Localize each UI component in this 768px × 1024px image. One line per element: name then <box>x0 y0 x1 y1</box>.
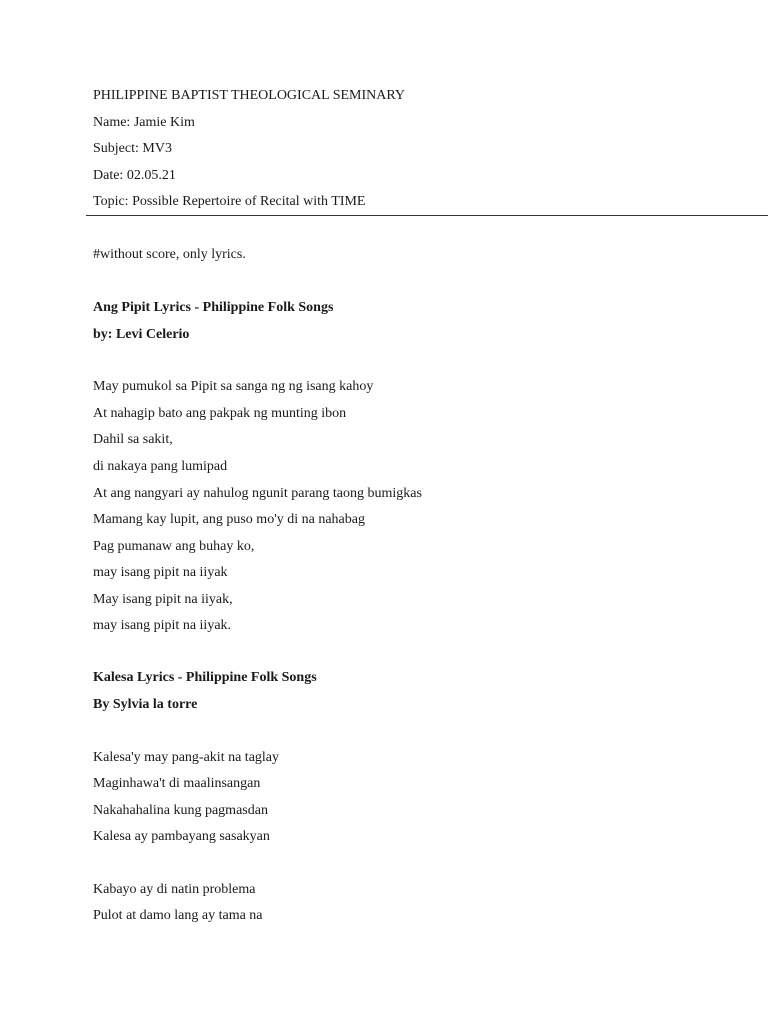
lyric-line: may isang pipit na iiyak <box>93 565 228 580</box>
lyric-line: di nakaya pang lumipad <box>93 459 228 474</box>
name-field: Name: Jamie Kim <box>93 115 195 130</box>
lyrics-note: #without score, only lyrics. <box>93 247 246 262</box>
topic-field: Topic: Possible Repertoire of Recital with TIME <box>93 194 366 209</box>
lyric-line: At nahagip bato ang pakpak ng munting ibon <box>93 406 347 421</box>
lyric-line: Kalesa ay pambayang sasakyan <box>93 829 270 844</box>
song-author: By Sylvia la torre <box>93 697 198 712</box>
song-title: Kalesa Lyrics - Philippine Folk Songs <box>93 670 317 685</box>
lyric-line: Dahil sa sakit, <box>93 432 173 447</box>
header-divider <box>86 215 768 216</box>
lyric-line: Nakahahalina kung pagmasdan <box>93 803 268 818</box>
lyric-line: Mamang kay lupit, ang puso mo'y di na nahabag <box>93 512 365 527</box>
lyric-line: Kalesa'y may pang-akit na taglay <box>93 750 280 765</box>
lyric-line: may isang pipit na iiyak. <box>93 618 232 633</box>
institution-heading: PHILIPPINE BAPTIST THEOLOGICAL SEMINARY <box>93 88 406 103</box>
lyric-line: At ang nangyari ay nahulog ngunit parang taong bumigkas <box>93 486 422 501</box>
lyric-line: Maginhawa't di maalinsangan <box>93 776 261 791</box>
subject-field: Subject: MV3 <box>93 141 172 156</box>
lyric-line: May pumukol sa Pipit sa sanga ng ng isang kahoy <box>93 379 374 394</box>
song-author: by: Levi Celerio <box>93 327 190 342</box>
date-field: Date: 02.05.21 <box>93 168 176 183</box>
lyric-line: May isang pipit na iiyak, <box>93 592 233 607</box>
lyric-line: Pag pumanaw ang buhay ko, <box>93 539 255 554</box>
song-title: Ang Pipit Lyrics - Philippine Folk Songs <box>93 300 334 315</box>
lyric-line: Pulot at damo lang ay tama na <box>93 908 263 923</box>
lyric-line: Kabayo ay di natin problema <box>93 882 256 897</box>
